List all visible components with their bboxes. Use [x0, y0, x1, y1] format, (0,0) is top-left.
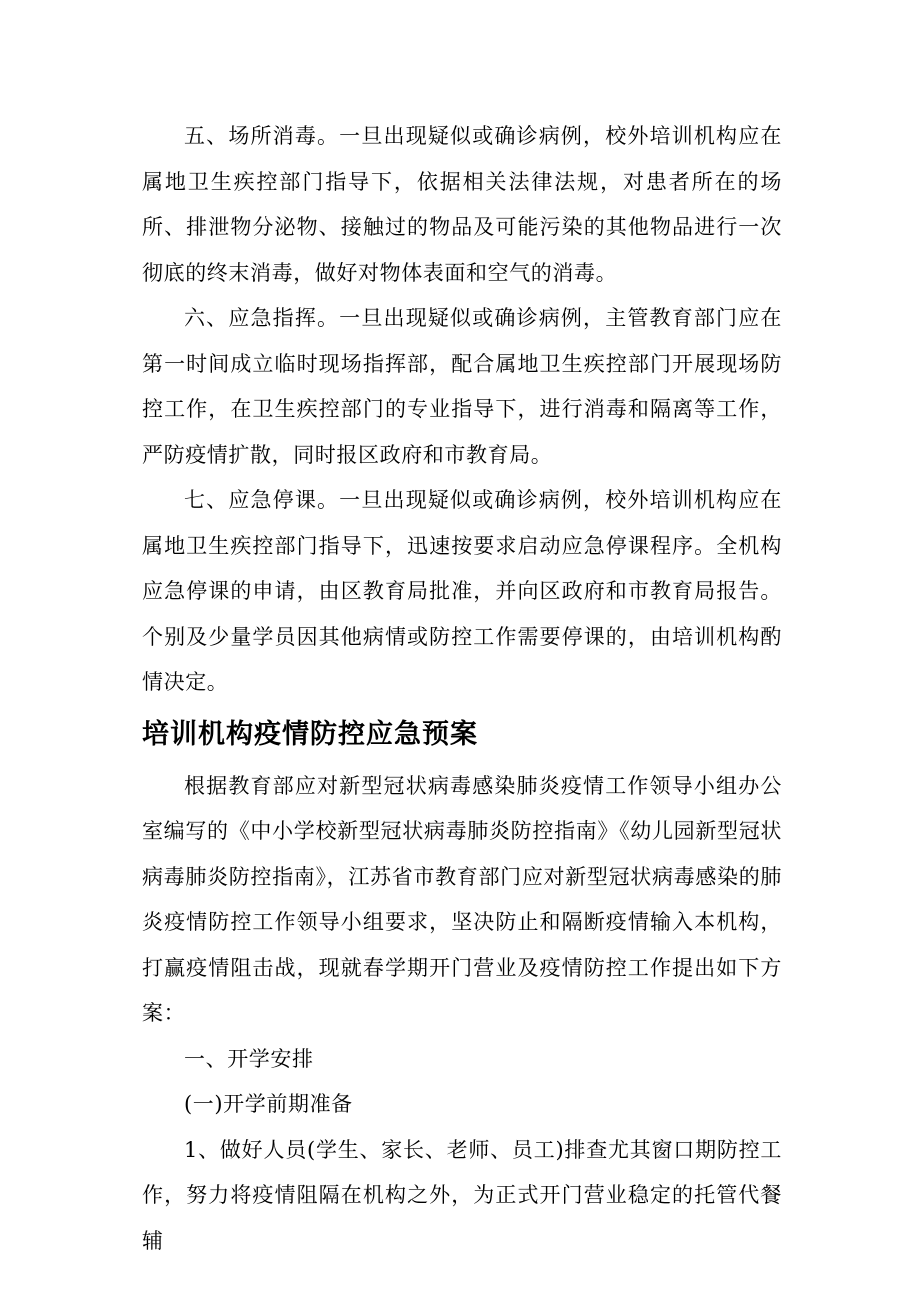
section-heading-opening: 一、开学安排: [184, 1046, 314, 1071]
paragraph-item-1: 1、做好人员(学生、家长、老师、员工)排查尤其窗口期防控工作，努力将疫情阻隔在机构之外，为正式开门营业稳定的托管代餐辅: [142, 1137, 782, 1253]
paragraph-emergency-command: 六、应急指挥。一旦出现疑似或确诊病例，主管教育部门应在第一时间成立临时现场指挥部，配合属地卫生疾控部门开展现场防控工作，在卫生疾控部门的专业指导下，进行消毒和隔离等工作，严防疫情扩散，同时报区政府和市教育局。: [142, 306, 782, 467]
paragraph-intro: 根据教育部应对新型冠状病毒感染肺炎疫情工作领导小组办公室编写的《中小学校新型冠状病毒肺炎防控指南》《幼儿园新型冠状病毒肺炎防控指南》，江苏省市教育部门应对新型冠状病毒感染的肺炎疫情防控工作领导小组要求，坚决防止和隔断疫情输入本机构，打赢疫情阻击战，现就春学期开门营业及疫情防控工作提出如下方案：: [142, 773, 782, 1025]
document-heading: 培训机构疫情防控应急预案: [142, 718, 478, 750]
paragraph-disinfection: 五、场所消毒。一旦出现疑似或确诊病例，校外培训机构应在属地卫生疾控部门指导下，依据相关法律法规，对患者所在的场所、排泄物分泌物、接触过的物品及可能污染的其他物品进行一次彻底的终末消毒，做好对物体表面和空气的消毒。: [142, 124, 782, 285]
paragraph-emergency-suspension: 七、应急停课。一旦出现疑似或确诊病例，校外培训机构应在属地卫生疾控部门指导下，迅速按要求启动应急停课程序。全机构应急停课的申请，由区教育局批准，并向区政府和市教育局报告。个别及少量学员因其他病情或防控工作需要停课的，由培训机构酌情决定。: [142, 488, 782, 694]
document-body: [142, 114, 782, 1264]
subsection-heading-preparation: (一)开学前期准备: [184, 1092, 353, 1116]
